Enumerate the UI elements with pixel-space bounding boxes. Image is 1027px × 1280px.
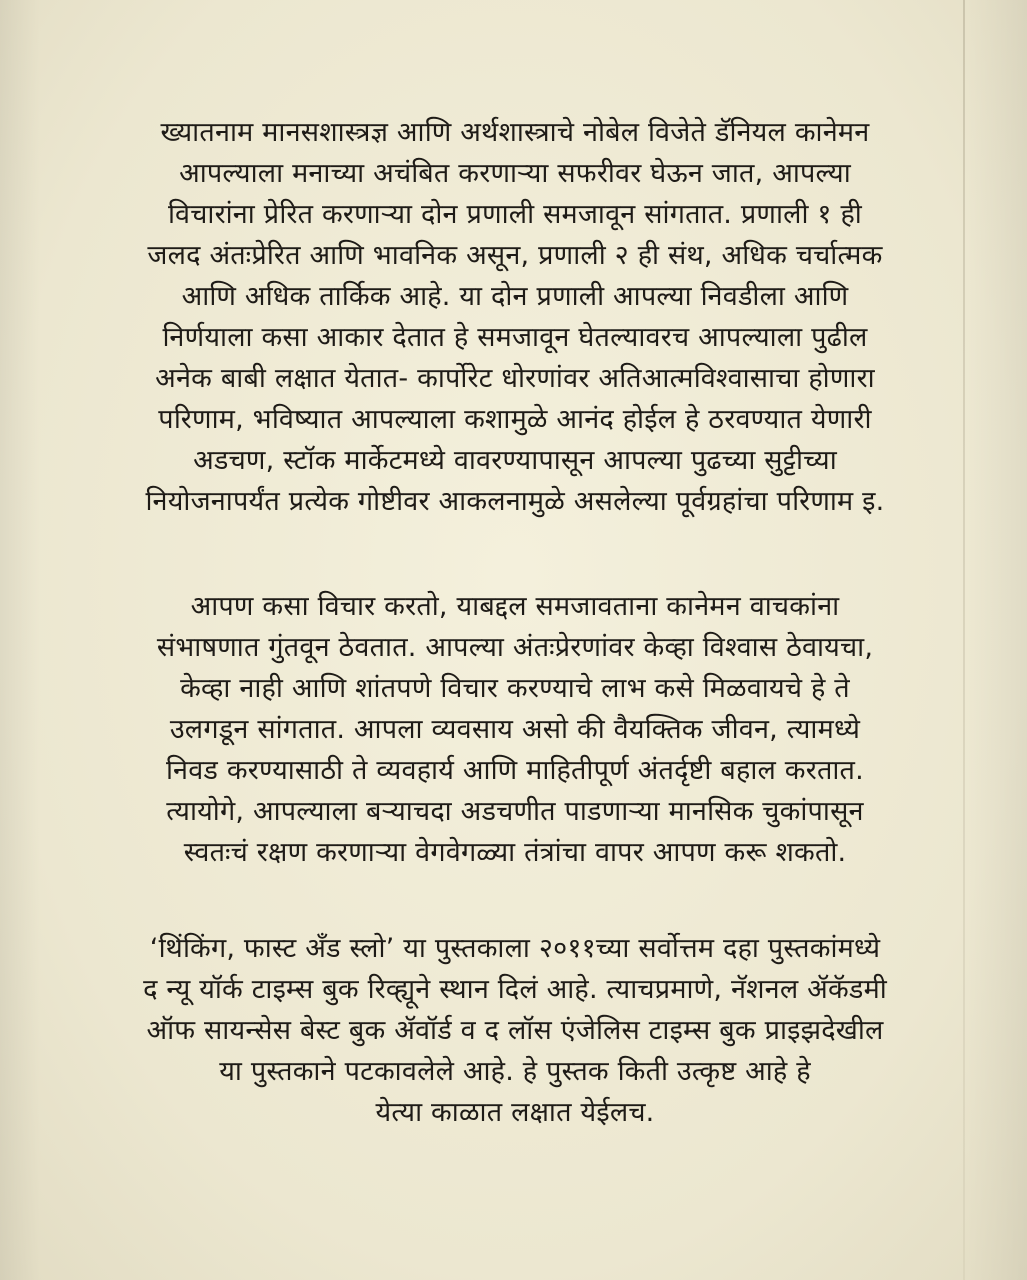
text-line: निर्णयाला कसा आकार देतात हे समजावून घेतल्यावरच आपल्याला पुढील <box>162 322 868 353</box>
text-line: विचारांना प्रेरित करणाऱ्या दोन प्रणाली समजावून सांगतात. प्रणाली १ ही <box>168 199 862 230</box>
text-line: ‘थिंकिंग, फास्ट अँड स्लो’ या पुस्तकाला २०११च्या सर्वोत्तम दहा पुस्तकांमध्ये <box>149 933 881 964</box>
text-line: आणि अधिक तार्किक आहे. या दोन प्रणाली आपल्या निवडीला आणि <box>181 281 849 312</box>
text-line: अनेक बाबी लक्षात येतात- कार्पोरेट धोरणांवर अतिआत्मविश्वासाचा होणारा <box>155 363 875 394</box>
text-line: आपण कसा विचार करतो, याबद्दल समजावताना कानेमन वाचकांना <box>190 591 840 622</box>
text-line: निवड करण्यासाठी ते व्यवहार्य आणि माहितीपूर्ण अंतर्दृष्टी बहाल करतात. <box>166 755 864 786</box>
text-line: स्वतःचं रक्षण करणाऱ्या वेगवेगळ्या तंत्रांचा वापर आपण करू शकतो. <box>183 837 847 868</box>
text-line: या पुस्तकाने पटकावलेले आहे. हे पुस्तक किती उत्कृष्ट आहे हे <box>219 1056 811 1087</box>
text-line: संभाषणात गुंतवून ठेवतात. आपल्या अंतःप्रेरणांवर केव्हा विश्वास ठेवायचा, <box>156 632 874 663</box>
text-line: द न्यू यॉर्क टाइम्स बुक रिव्ह्यूने स्थान दिलं आहे. त्याचप्रमाणे, नॅशनल ॲकॅडमी <box>143 974 887 1005</box>
blurb-paragraph-3 <box>60 928 970 1133</box>
text-line: परिणाम, भविष्यात आपल्याला कशामुळे आनंद होईल हे ठरवण्यात येणारी <box>158 404 872 435</box>
text-line: त्यायोगे, आपल्याला बऱ्याचदा अडचणीत पाडणाऱ्या मानसिक चुकांपासून <box>166 796 864 827</box>
text-line: ऑफ सायन्सेस बेस्ट बुक ॲवॉर्ड व द लॉस एंजेलिस टाइम्स बुक प्राइझदेखील <box>146 1015 884 1046</box>
text-line: जलद अंतःप्रेरित आणि भावनिक असून, प्रणाली २ ही संथ, अधिक चर्चात्मक <box>147 240 883 271</box>
text-line: उलगडून सांगतात. आपला व्यवसाय असो की वैयक्तिक जीवन, त्यामध्ये <box>169 714 861 745</box>
text-line: नियोजनापर्यंत प्रत्येक गोष्टीवर आकलनामुळे असलेल्या पूर्वग्रहांचा परिणाम इ. <box>145 486 885 517</box>
text-line: अडचण, स्टॉक मार्केटमध्ये वावरण्यापासून आपल्या पुढच्या सुट्टीच्या <box>193 445 837 476</box>
text-line: आपल्याला मनाच्या अचंबित करणाऱ्या सफरीवर घेऊन जात, आपल्या <box>179 158 851 189</box>
blurb-paragraph-2 <box>60 586 970 873</box>
blurb-paragraph-1 <box>60 112 970 522</box>
text-line: केव्हा नाही आणि शांतपणे विचार करण्याचे लाभ कसे मिळवायचे हे ते <box>180 673 850 704</box>
text-line: ख्यातनाम मानसशास्त्रज्ञ आणि अर्थशास्त्राचे नोबेल विजेते डॅनियल कानेमन <box>160 117 870 148</box>
text-line: येत्या काळात लक्षात येईलच. <box>375 1097 655 1128</box>
